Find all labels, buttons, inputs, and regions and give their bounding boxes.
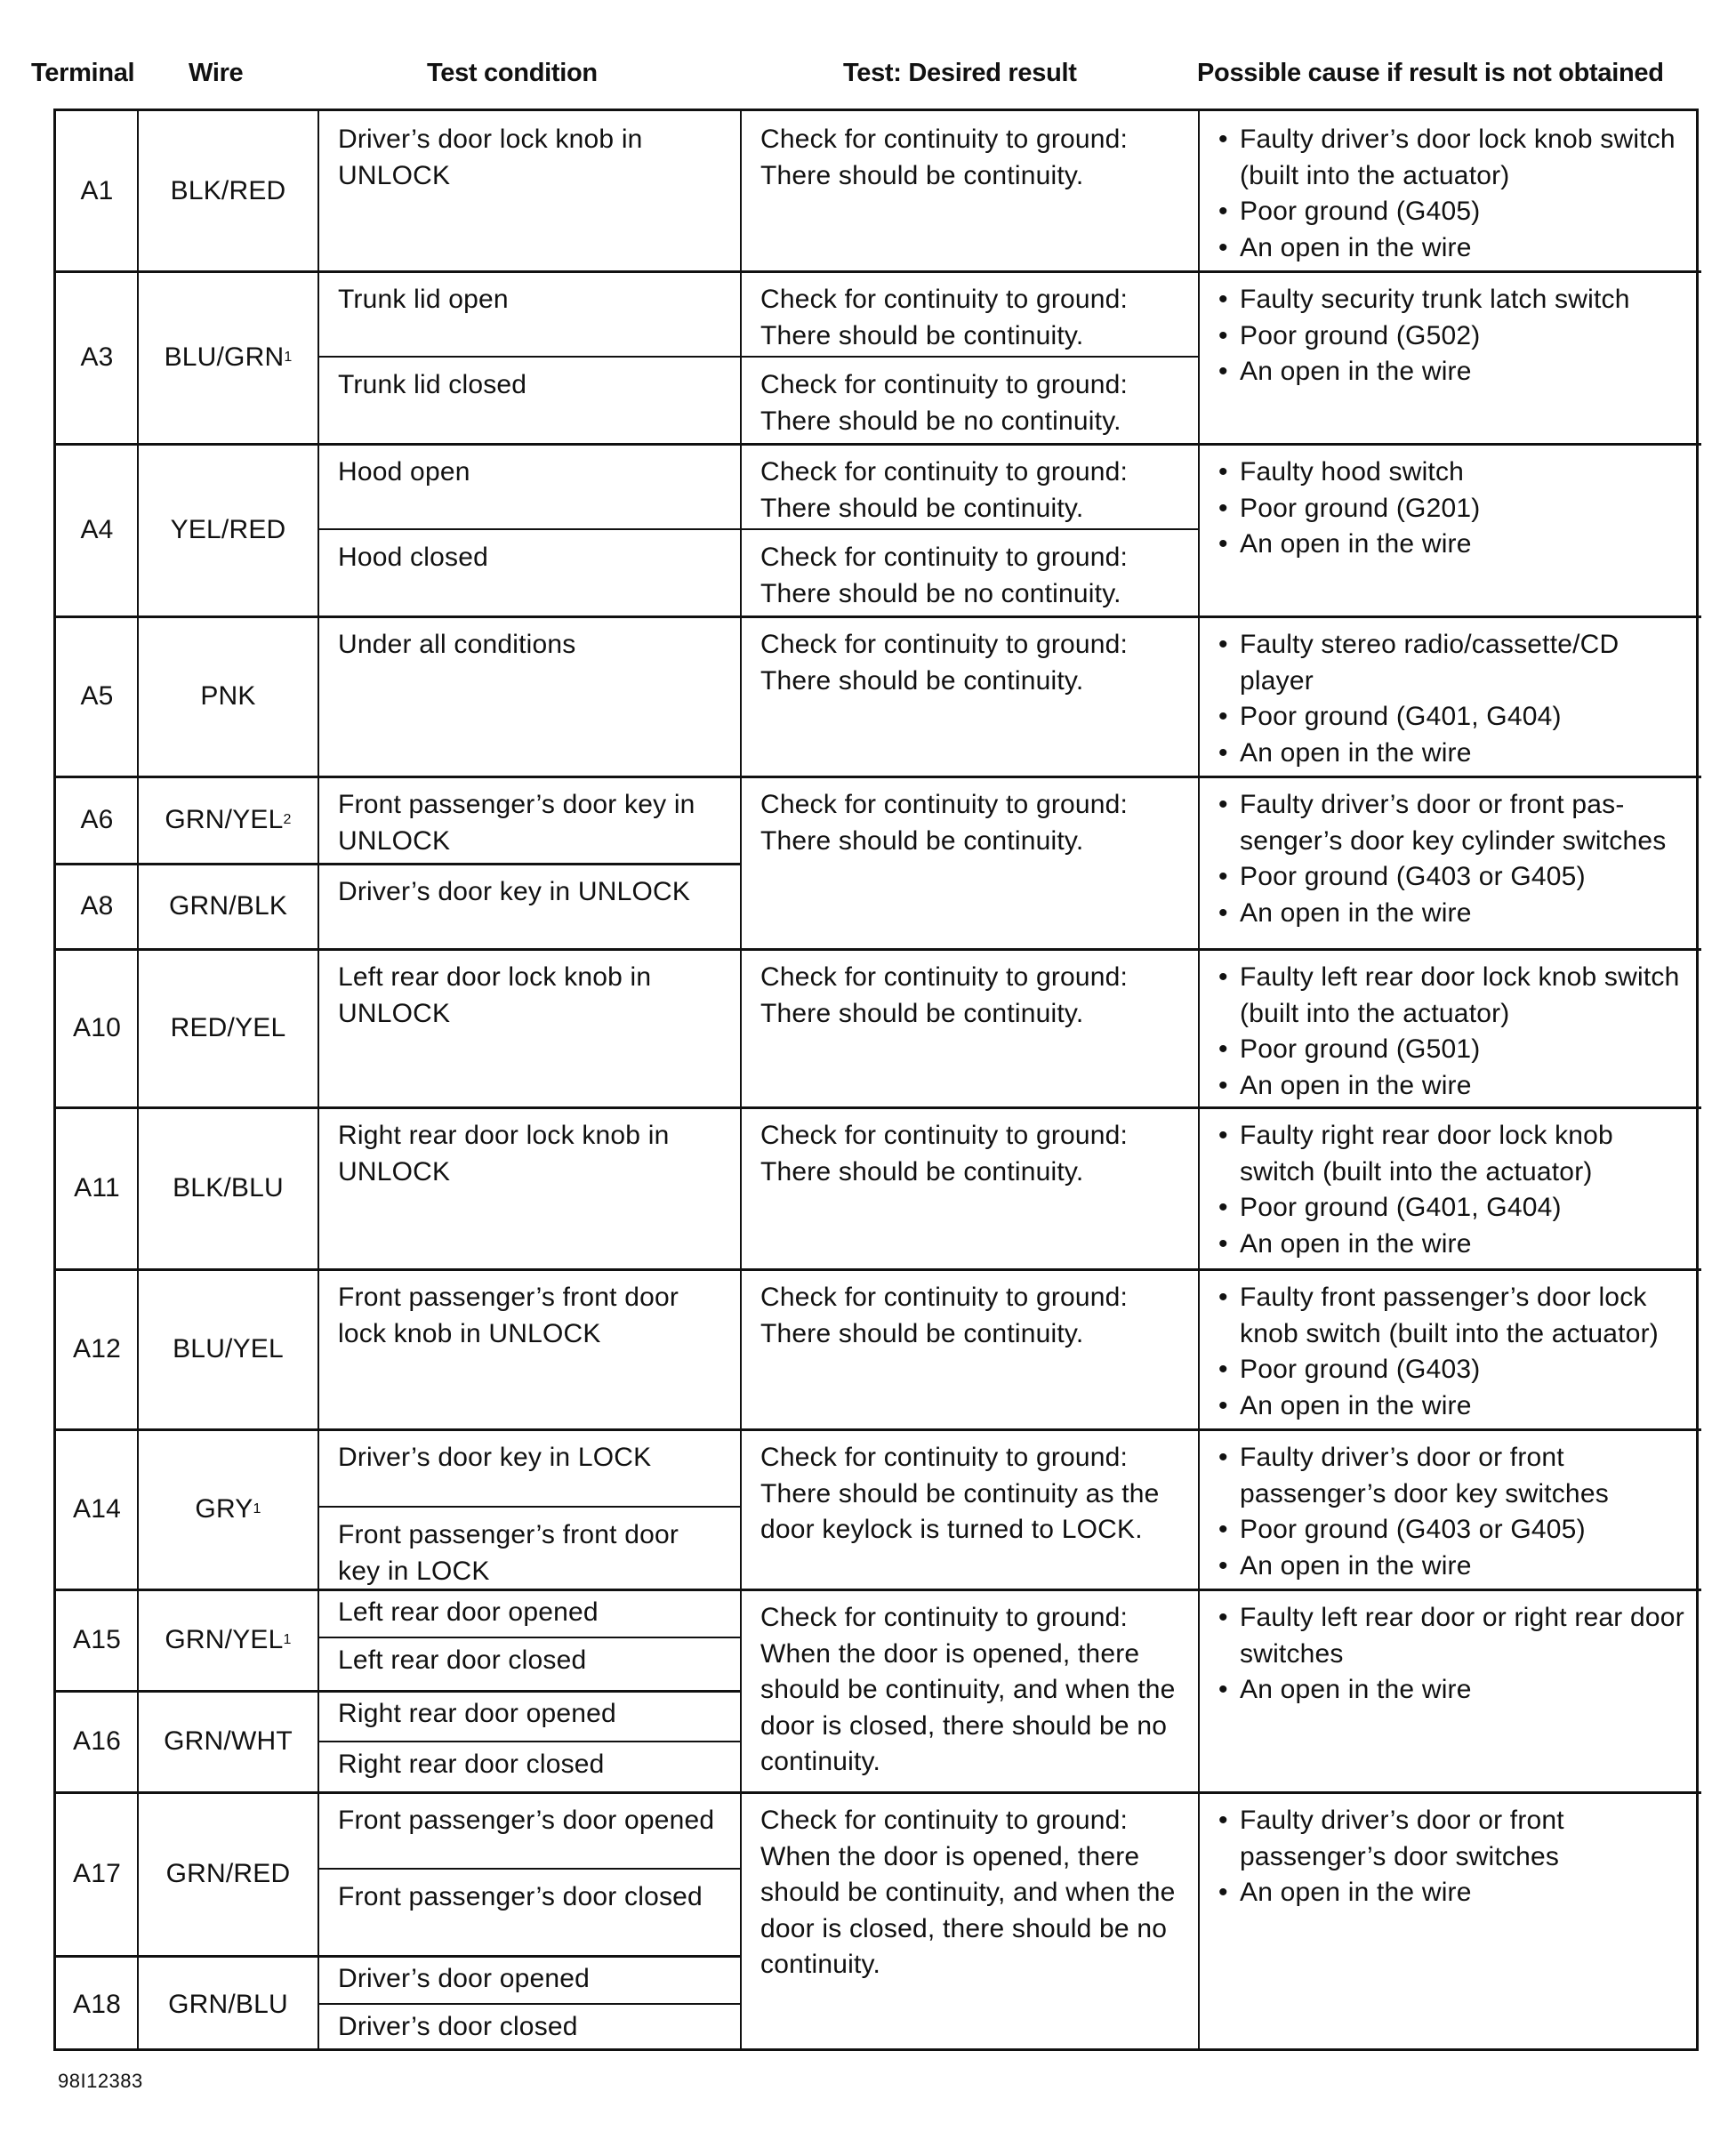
divider — [56, 1791, 741, 1794]
figure-id: 98I12383 — [58, 2070, 143, 2092]
cause-item: • An open in the wire — [1215, 1068, 1692, 1105]
column-divider — [137, 111, 139, 2048]
cause-item: • An open in the wire — [1215, 896, 1692, 932]
test-condition-cell: Right rear door lock knob in UNLOCK — [338, 1121, 670, 1187]
divider — [56, 1690, 741, 1693]
desired-result-cell: Check for continuity to ground: There should be continuity. — [760, 285, 1129, 350]
terminal-cell: A15 — [73, 1624, 121, 1654]
possible-cause-cell — [1199, 1589, 1701, 1792]
cause-item: • An open in the wire — [1215, 736, 1692, 772]
wire-cell — [138, 864, 318, 949]
divider — [56, 1268, 741, 1271]
cause-list — [1199, 271, 1701, 390]
terminal-cell: A1 — [80, 175, 114, 205]
desired-result-cell: Check for continuity to ground: There should be continuity as the door keylock is turned to LOCK. — [760, 1443, 1160, 1544]
wire-color-code: RED/YEL — [170, 1012, 286, 1042]
cause-item: • Faulty left rear door lock knob switch (built into the actuator) — [1215, 960, 1692, 1032]
wire-cell — [138, 1107, 318, 1269]
divider — [318, 1741, 741, 1742]
test-condition-cell: Front passenger’s door opened — [338, 1806, 715, 1835]
cause-item: • Poor ground (G401, G404) — [1215, 1190, 1692, 1227]
wire-cell — [138, 111, 318, 271]
cause-item: • Faulty hood switch — [1215, 455, 1692, 491]
possible-cause-cell — [1199, 1792, 1701, 2054]
header-desired-result: Test: Desired result — [843, 59, 1077, 87]
cause-item: • Faulty driver’s door or front passenger’s door switches — [1215, 1803, 1692, 1875]
wire-color-code: GRN/BLU — [168, 1989, 288, 2019]
wire-cell — [138, 444, 318, 616]
cause-item: • Faulty driver’s door lock knob switch (built into the actuator) — [1215, 122, 1692, 194]
possible-cause-cell — [1199, 111, 1701, 271]
wire-cell: GRN/YEL 2 — [138, 776, 318, 864]
cause-item: • An open in the wire — [1215, 1549, 1692, 1585]
cause-item: • Faulty security trunk latch switch — [1215, 282, 1692, 318]
divider — [318, 1868, 741, 1870]
wire-color-code: BLU/YEL — [173, 1333, 284, 1364]
test-condition-cell: Driver’s door closed — [338, 2012, 578, 2041]
desired-result-cell: Check for continuity to ground: There should be no continuity. — [760, 370, 1129, 436]
wire-color-code: GRN/RED — [165, 1858, 291, 1888]
terminal-cell: A11 — [74, 1172, 120, 1203]
cause-item: • Faulty driver’s door or front passenger’s door key switches — [1215, 1440, 1692, 1512]
test-condition-cell: Under all conditions — [338, 630, 576, 659]
header-terminal: Terminal — [31, 59, 135, 87]
divider — [56, 776, 741, 778]
wire-color-code: BLU/GRN — [164, 342, 285, 372]
test-condition-cell: Right rear door closed — [338, 1750, 605, 1779]
divider — [56, 443, 741, 446]
wire-cell — [138, 1792, 318, 1956]
divider — [56, 1589, 741, 1591]
desired-result-cell: Check for continuity to ground: When the door is opened, there should be continuity, and when the door is closed, there should be no continuity. — [760, 1806, 1176, 1979]
divider — [56, 615, 741, 618]
possible-cause-cell — [1199, 271, 1701, 444]
cause-item: • Faulty right rear door lock knob switch (built into the actuator) — [1215, 1118, 1692, 1190]
column-divider — [1198, 111, 1200, 2048]
terminal-cell: A5 — [80, 680, 114, 711]
wire-color-code: GRN/YEL — [165, 1624, 284, 1654]
test-condition-cell: Left rear door closed — [338, 1645, 587, 1675]
possible-cause-cell — [1199, 1269, 1701, 1429]
cause-list — [1199, 111, 1701, 266]
possible-cause-cell — [1199, 1429, 1701, 1589]
divider — [318, 1637, 741, 1638]
test-condition-cell: Left rear door opened — [338, 1597, 599, 1627]
cause-list — [1199, 1792, 1701, 1911]
cause-item: • An open in the wire — [1215, 354, 1692, 390]
desired-result-cell: Check for continuity to ground: There should be continuity. — [760, 790, 1129, 856]
desired-result-cell: Check for continuity to ground: There should be continuity. — [760, 962, 1129, 1028]
test-condition-cell: Driver’s door key in UNLOCK — [338, 877, 691, 906]
cause-list — [1199, 1589, 1701, 1709]
divider — [56, 948, 741, 951]
column-divider — [740, 111, 742, 2048]
possible-cause-cell — [1199, 616, 1701, 776]
wire-color-code: GRN/WHT — [164, 1726, 293, 1756]
test-condition-cell: Driver’s door lock knob in UNLOCK — [338, 125, 643, 190]
cause-item: • An open in the wire — [1215, 230, 1692, 267]
wire-cell — [138, 1269, 318, 1429]
test-condition-cell: Front passenger’s front door lock knob in UNLOCK — [338, 1283, 679, 1348]
wire-color-code: BLK/BLU — [173, 1172, 284, 1203]
cause-item: • Poor ground (G201) — [1215, 491, 1692, 527]
terminal-cell: A10 — [73, 1012, 121, 1042]
header-possible-cause: Possible cause if result is not obtained — [1197, 59, 1664, 87]
cause-list — [1199, 776, 1701, 931]
divider — [318, 2003, 741, 2005]
cause-item: • An open in the wire — [1215, 1388, 1692, 1425]
wire-color-code: BLK/RED — [170, 175, 286, 205]
test-condition-cell: Driver’s door opened — [338, 1964, 591, 1993]
divider — [56, 270, 741, 273]
divider — [56, 1428, 741, 1431]
wire-color-code: GRN/YEL — [165, 804, 284, 834]
desired-result-cell: Check for continuity to ground: There should be no continuity. — [760, 543, 1129, 608]
wire-cell — [138, 1691, 318, 1792]
desired-result-cell: Check for continuity to ground: There should be continuity. — [760, 125, 1129, 190]
terminal-cell: A16 — [73, 1726, 121, 1756]
desired-result-cell: Check for continuity to ground: When the door is opened, there should be continuity, and when the door is closed, there should be no continuity. — [760, 1603, 1176, 1776]
terminal-cell: A18 — [73, 1989, 121, 2019]
test-condition-cell: Front passenger’s door key in UNLOCK — [338, 790, 695, 856]
test-condition-cell: Left rear door lock knob in UNLOCK — [338, 962, 652, 1028]
wire-color-code: GRN/BLK — [168, 890, 288, 921]
cause-list — [1199, 616, 1701, 771]
possible-cause-cell — [1199, 1107, 1701, 1269]
cause-item: • Faulty driver’s door or front pas-senger’s door key cylinder switches — [1215, 787, 1692, 859]
cause-item: • Poor ground (G403 or G405) — [1215, 1512, 1692, 1549]
terminal-cell: A3 — [80, 342, 114, 372]
test-condition-cell: Driver’s door key in LOCK — [338, 1443, 652, 1472]
cause-item: • Poor ground (G403) — [1215, 1352, 1692, 1388]
possible-cause-cell — [1199, 776, 1701, 949]
possible-cause-cell — [1199, 444, 1701, 616]
test-condition-cell: Hood open — [338, 457, 470, 487]
divider — [56, 1106, 741, 1109]
cause-list — [1199, 1429, 1701, 1584]
cause-item: • Poor ground (G403 or G405) — [1215, 859, 1692, 896]
cause-item: • An open in the wire — [1215, 527, 1692, 563]
divider — [56, 1955, 741, 1958]
possible-cause-cell — [1199, 949, 1701, 1107]
test-condition-cell: Right rear door opened — [338, 1699, 616, 1728]
terminal-cell: A12 — [73, 1333, 121, 1364]
test-condition-cell: Trunk lid closed — [338, 370, 527, 399]
cause-item: • Poor ground (G501) — [1215, 1032, 1692, 1068]
terminal-cell: A6 — [80, 804, 114, 834]
cause-list — [1199, 1269, 1701, 1424]
test-condition-cell: Front passenger’s door closed — [338, 1882, 703, 1911]
desired-result-cell: Check for continuity to ground: There should be continuity. — [760, 457, 1129, 523]
wire-color-code: PNK — [200, 680, 256, 711]
terminal-cell: A17 — [73, 1858, 121, 1888]
wire-color-code: YEL/RED — [170, 514, 286, 544]
terminal-cell: A14 — [73, 1493, 121, 1524]
cause-item: • Faulty front passenger’s door lock knob switch (built into the actuator) — [1215, 1280, 1692, 1352]
wire-cell — [138, 1956, 318, 2054]
wire-cell: GRN/YEL 1 — [138, 1589, 318, 1691]
test-condition-cell: Hood closed — [338, 543, 488, 572]
desired-result-cell: Check for continuity to ground: There should be continuity. — [760, 1121, 1129, 1187]
header-test-condition: Test condition — [427, 59, 598, 87]
header-wire: Wire — [189, 59, 244, 87]
wire-cell: BLU/GRN 1 — [138, 271, 318, 444]
cause-item: • An open in the wire — [1215, 1875, 1692, 1911]
wire-cell — [138, 616, 318, 776]
cause-item: • An open in the wire — [1215, 1227, 1692, 1263]
cause-item: • Poor ground (G401, G404) — [1215, 699, 1692, 736]
cause-item: • Faulty stereo radio/cassette/CD player — [1215, 627, 1692, 699]
test-condition-cell: Front passenger’s front door key in LOCK — [338, 1520, 679, 1586]
cause-item: • An open in the wire — [1215, 1672, 1692, 1709]
wire-color-code: GRY — [195, 1493, 253, 1524]
cause-list — [1199, 444, 1701, 563]
test-condition-cell: Trunk lid open — [338, 285, 509, 314]
wire-cell — [138, 949, 318, 1107]
desired-result-cell: Check for continuity to ground: There should be continuity. — [760, 630, 1129, 696]
terminal-test-table — [53, 109, 1699, 2051]
divider — [56, 863, 741, 865]
cause-list — [1199, 949, 1701, 1104]
cause-item: • Faulty left rear door or right rear door switches — [1215, 1600, 1692, 1672]
column-divider — [317, 111, 319, 2048]
cause-item: • Poor ground (G502) — [1215, 318, 1692, 355]
desired-result-cell: Check for continuity to ground: There should be continuity. — [760, 1283, 1129, 1348]
cause-item: • Poor ground (G405) — [1215, 194, 1692, 230]
wire-cell: GRY 1 — [138, 1429, 318, 1589]
divider — [318, 1506, 741, 1508]
cause-list — [1199, 1107, 1701, 1262]
terminal-cell: A4 — [80, 514, 114, 544]
terminal-cell: A8 — [80, 890, 114, 921]
